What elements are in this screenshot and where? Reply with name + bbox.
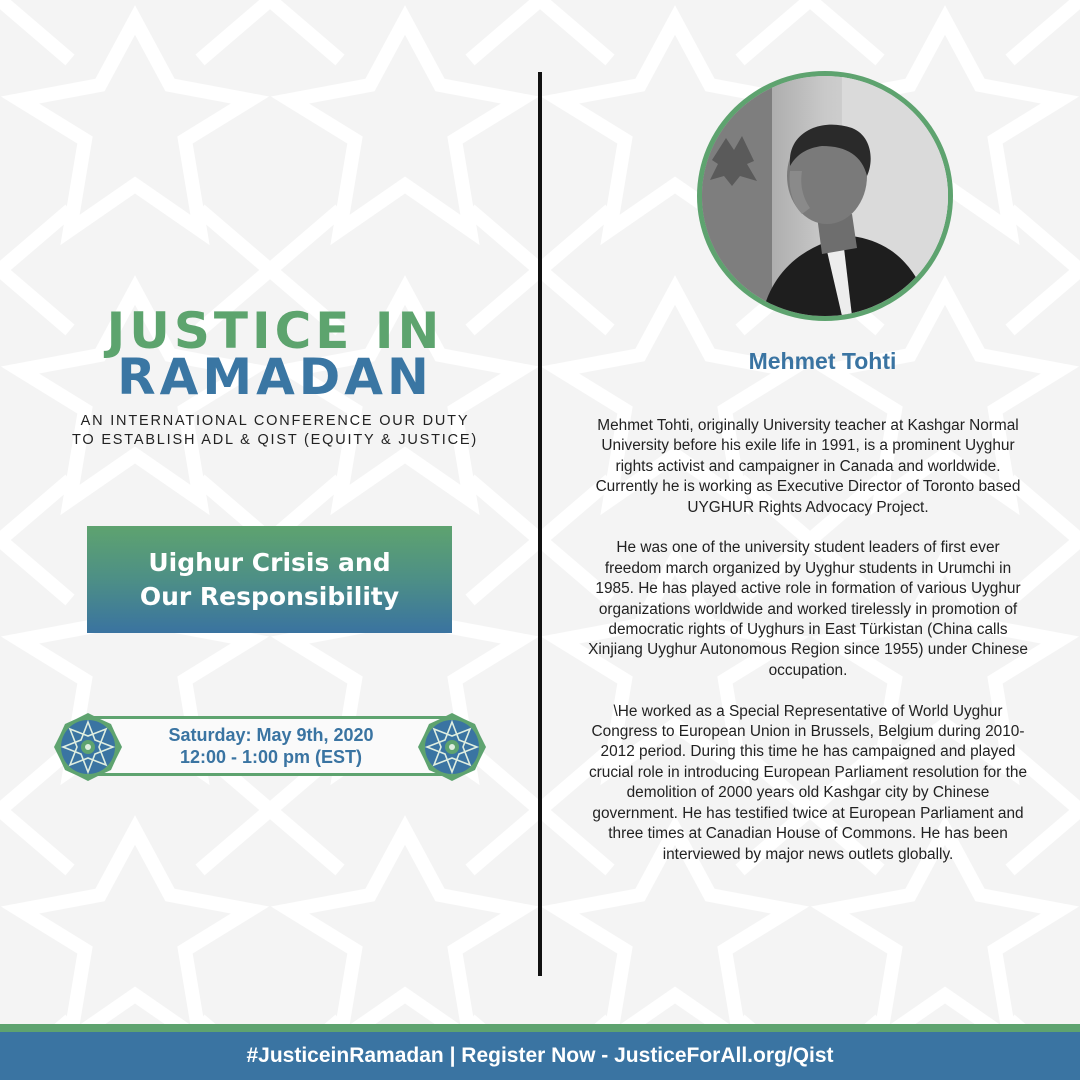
footer-banner xyxy=(0,1032,1080,1080)
speaker-bio xyxy=(588,416,1028,885)
footer-accent-stripe xyxy=(0,1024,1080,1032)
session-topic-box xyxy=(87,526,452,633)
geometric-medallion-icon xyxy=(53,712,123,782)
topic-line-2: Our Responsibility xyxy=(139,581,400,611)
footer-register-text[interactable]: #JusticeinRamadan | Register Now - JusticeForAll.org/Qist xyxy=(246,1044,834,1067)
event-time: 12:00 - 1:00 pm (EST) xyxy=(179,747,363,767)
event-date: Saturday: May 9th, 2020 xyxy=(168,725,374,745)
event-title-line-2: RAMADAN xyxy=(117,348,433,406)
event-date-bar xyxy=(86,716,456,776)
event-title-line-1: JUSTICE IN xyxy=(106,302,444,360)
topic-line-1: Uighur Crisis and xyxy=(148,547,391,577)
vertical-divider xyxy=(538,72,542,976)
subtitle-line-1: AN INTERNATIONAL CONFERENCE OUR DUTY xyxy=(80,413,470,429)
event-subtitle xyxy=(40,412,510,450)
speaker-photo-illustration xyxy=(702,76,948,316)
geometric-medallion-icon xyxy=(417,712,487,782)
bio-paragraph: Mehmet Tohti, originally University teacher at Kashgar Normal University before his exile life in 1991, is a prominent Uyghur rights activist and campaigner in Canada and worldwide. Currently he is working as Executive Director of Toronto based UYGHUR Rights Advocacy Project. xyxy=(595,417,1021,516)
speaker-photo xyxy=(697,71,953,321)
bio-paragraph: He was one of the university student leaders of first ever freedom march organized by Uyghur students in Urumchi in 1985. He has played active role in formation of various Uyghur organizations worldwide and worked tirelessly in promotion of democratic rights of Uyghurs in East Türkistan (China calls Xinjiang Uyghur Autonomous Region since 1955) under Chinese occupation. xyxy=(588,539,1028,679)
speaker-name: Mehmet Tohti xyxy=(748,348,897,374)
subtitle-line-2: TO ESTABLISH ADL & QIST (EQUITY & JUSTICE) xyxy=(72,432,478,448)
bio-paragraph: \He worked as a Special Representative of World Uyghur Congress to European Union in Brussels, Belgium during 2010-2012 period. During this time he has campaigned and played crucial role in introducing European Parliament resolution for the demolition of 2000 years old Kashgar city by Chinese government. He has testified twice at European Parliament and three times at Canadian House of Commons. He has been interviewed by major news outlets globally. xyxy=(588,702,1028,863)
